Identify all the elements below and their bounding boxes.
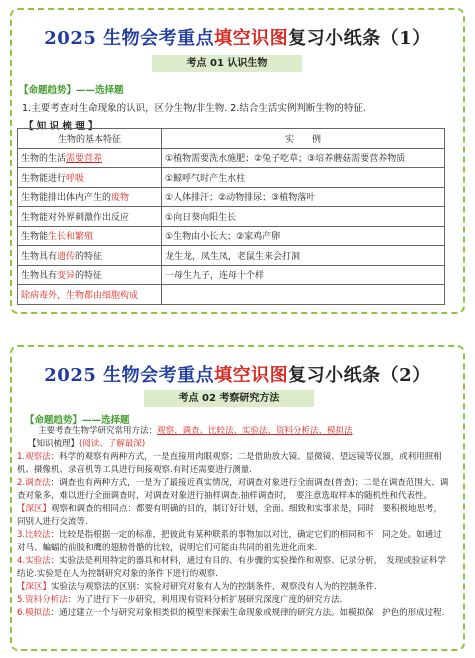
example-cell: 一母生九子，连母十个样	[162, 265, 445, 285]
methods-body	[17, 451, 449, 620]
example-cell: ①向日葵向阳生长	[162, 207, 445, 227]
point-heading-1: 考点 01 认识生物	[152, 55, 302, 72]
feature-cell: 生物具有遗传的特征	[18, 246, 162, 266]
feature-cell: 除病毒外，生物都由细胞构成	[18, 285, 162, 305]
methods-line: 主要考查生物学研究常用方法：观察、调查、比较法、实验法、资料分析法、模拟法	[38, 426, 353, 436]
example-cell: ①生物由小长大；②家鸡产卵	[162, 226, 445, 246]
trend-tag-1: 【命题趋势】——选择题	[19, 85, 124, 96]
table-header: 生物的基本特征	[18, 129, 162, 149]
method-paragraph: 3.比较法：比较是指根据一定的标准，把彼此有某种联系的事物加以对比，确定它们的相同和不 同之处。如通过对马、蝙蝠的前肢和鹰的翅膀骨骼的比较，说明它们可能由共同的祖先进化而来.	[17, 530, 442, 553]
knowledge-heading-1: 【 知 识 梳 理 】	[24, 121, 98, 132]
table-row	[18, 168, 445, 188]
feature-cell: 生物能对外界刺激作出反应	[18, 207, 162, 227]
method-paragraph: 【深区】观察和调查的相同点：都要有明确的目的，制订好计划，全面、细致和实事求是，同时 要积极地思考，同别人进行交流等.	[17, 504, 443, 527]
trend-tag-2: 【命题趋势】——选择题	[25, 415, 130, 426]
example-cell: 龙生龙，凤生凤，老鼠生来会打洞	[162, 246, 445, 266]
method-paragraph: 6.模拟法：通过建立一个与研究对象相类似的模型来探索生命现象或规律的研究方法。如模拟保 护色的形成过程.	[17, 608, 445, 618]
feature-cell: 生物能排出体内产生的废物	[18, 187, 162, 207]
method-paragraph: 1.观察法：科学的观察有两种方式，一是直接用肉眼观察；二是借助放大镜、显微镜、望远镜等仪器，或利用照相机、摄像机、录音机等工具进行间接观察.有时还需要进行测量.	[17, 452, 442, 475]
example-cell	[162, 285, 445, 305]
feature-cell: 生物能生长和繁殖	[18, 226, 162, 246]
method-paragraph: 4.实验法：实验法是利用特定的器具和材料，通过有目的、有步骤的实验操作和观察、记录分析， 发现或验证科学结论.实验是在人为控制研究对象的条件下进行的观察.	[17, 556, 446, 579]
card-2-title: 2025 生物会考重点填空识图复习小纸条（2）	[44, 365, 431, 386]
intro-text: 1.主要考查对生命现象的认识，区分生物/非生物. 2.结合生活实例判断生物的特征.	[22, 103, 366, 114]
example-cell: ①人体排汗；②动物排尿；③植物落叶	[162, 187, 445, 207]
table-row	[18, 285, 445, 305]
card-1-title: 2025 生物会考重点填空识图复习小纸条（1）	[44, 28, 431, 49]
table-row	[18, 226, 445, 246]
features-table	[17, 128, 445, 305]
example-cell: ①植物需要洗水施肥；②兔子吃草；③培养蘑菇需要营养物质	[162, 148, 445, 168]
table-row	[18, 148, 445, 168]
feature-cell: 生物具有变异的特征	[18, 265, 162, 285]
table-header-row	[18, 129, 445, 149]
feature-cell: 生物能进行呼吸	[18, 168, 162, 188]
table-row	[18, 207, 445, 227]
point-heading-2: 考点 02 考察研究方法	[144, 390, 314, 407]
table-row	[18, 187, 445, 207]
feature-cell: 生物的生活需要营养	[18, 148, 162, 168]
table-header: 实 例	[162, 129, 445, 149]
table-row	[18, 246, 445, 266]
method-paragraph: 2.调查法：调查也有两种方式，一是为了最接近真实情况，对调查对象进行全面调查(普查)；二是在调查范围大、调查对象多，难以进行全面调查时，对调查对象进行抽样调查.抽样调查时， 要注意选取样本的随机性和代表性。	[17, 478, 449, 501]
example-cell: ①鲸呼气时产生水柱	[162, 168, 445, 188]
knowledge-heading-2: 【知识梳理】(阅读、了解最深)	[28, 439, 146, 449]
table-row	[18, 265, 445, 285]
method-paragraph: 5.资料分析法：为了进行下一步研究，利用现有资料分析扩展研究深度广度的研究方法.	[17, 595, 343, 605]
method-paragraph: 【深区】实验法与观察法的区别：实验对研究对象有人为的控制条件，观察没有人为的控制条件.	[17, 582, 377, 592]
